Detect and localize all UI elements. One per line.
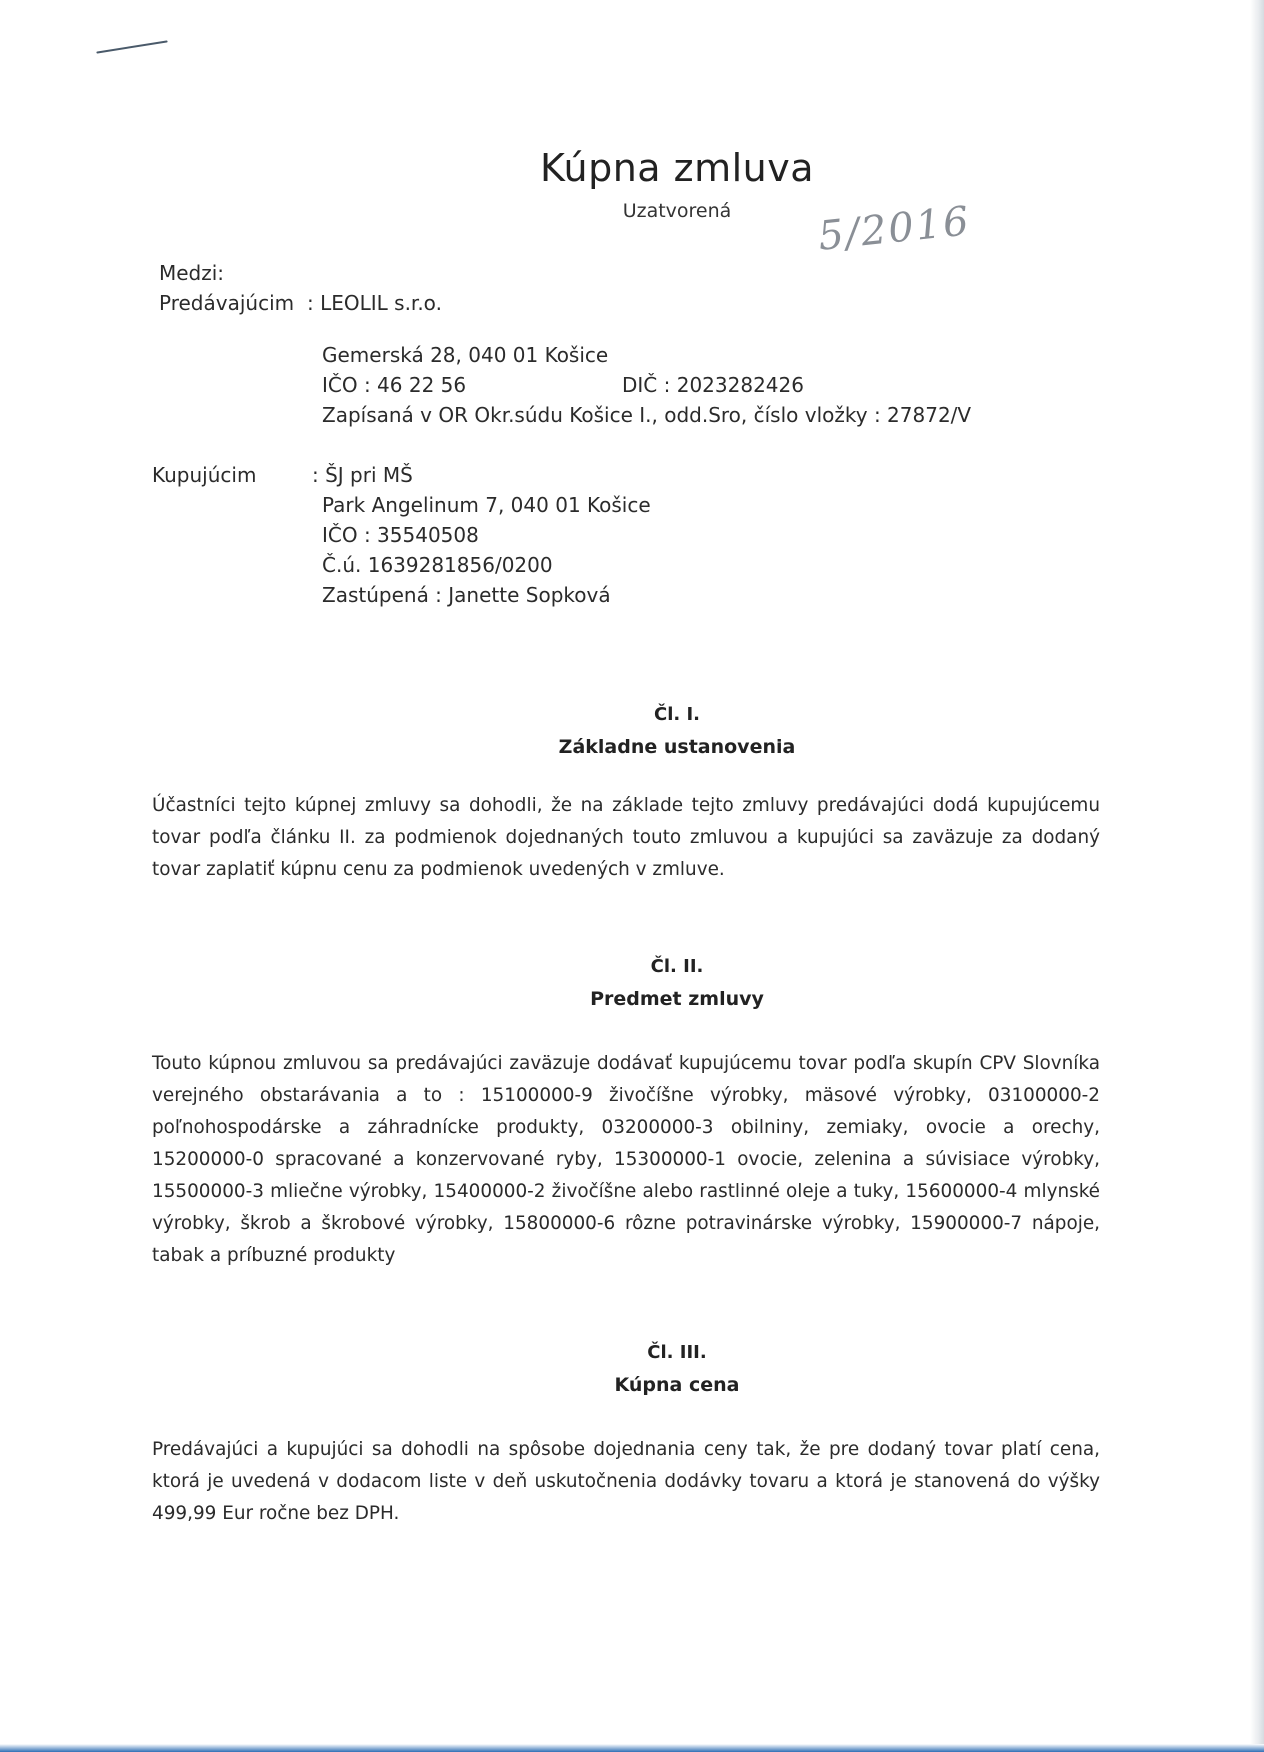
seller-name: : LEOLIL s.r.o. (307, 291, 442, 315)
section-number: Čl. I. (653, 704, 701, 725)
paragraph-line: tabak a príbuzné produkty (152, 1245, 396, 1266)
paragraph-line: ktorá je uvedená v dodacom liste v deň uskutočnenia dodávky tovaru a ktorá je stanovená do výšky (152, 1471, 1100, 1492)
section-title: Predmet zmluvy (590, 988, 764, 1010)
section-paragraph (152, 1048, 1100, 1272)
section-title: Základne ustanovenia (558, 736, 796, 758)
paragraph-line: tovar zaplatiť kúpnu cenu za podmienok uvedených v zmluve. (152, 859, 725, 880)
parties-intro: Medzi: (159, 261, 225, 285)
seller-label: Predávajúcim (159, 291, 295, 315)
paragraph-line: Touto kúpnou zmluvou sa predávajúci zaväzuje dodávať kupujúcemu tovar podľa skupín CPV Slovníka (152, 1053, 1100, 1074)
scan-edge-right (1250, 0, 1264, 1752)
document-title: Kúpna zmluva (539, 146, 815, 190)
paragraph-line: 15200000-0 spracované a konzervované ryby, 15300000-1 ovocie, zelenina a súvisiace výrobky, (152, 1149, 1100, 1170)
section-number: Čl. III. (647, 1342, 707, 1363)
pen-mark (96, 40, 167, 53)
document-subtitle: Uzatvorená (622, 200, 732, 222)
buyer-representative: Zastúpená : Janette Sopková (322, 583, 611, 607)
paragraph-line: tovar podľa článku II. za podmienok dojednaných touto zmluvou a kupujúci sa zaväzuje za dodaný (152, 827, 1100, 848)
buyer-name: : ŠJ pri MŠ (312, 463, 413, 487)
buyer-address: Park Angelinum 7, 040 01 Košice (322, 493, 651, 517)
paragraph-line: výrobky, škrob a škrobové výrobky, 15800000-6 rôzne potravinárske výrobky, 15900000-7 nápoje, (152, 1213, 1100, 1234)
section-title: Kúpna cena (614, 1374, 740, 1396)
section-paragraph (152, 790, 1100, 886)
paragraph-line: Predávajúci a kupujúci sa dohodli na spôsobe dojednania ceny tak, že pre dodaný tovar platí cena, (152, 1439, 1100, 1460)
paragraph-line: poľnohospodárske a záhradnícke produkty, 03200000-3 obilniny, zemiaky, ovocie a orechy, (152, 1117, 1100, 1138)
buyer-label: Kupujúcim (152, 463, 257, 487)
section-paragraph (152, 1434, 1100, 1530)
seller-dic: DIČ : 2023282426 (622, 373, 804, 397)
scan-edge-bottom (0, 1744, 1264, 1752)
paragraph-line: 499,99 Eur ročne bez DPH. (152, 1503, 400, 1524)
seller-address: Gemerská 28, 040 01 Košice (322, 343, 609, 367)
section-number: Čl. II. (650, 956, 704, 977)
buyer-ico: IČO : 35540508 (322, 523, 479, 547)
paragraph-line: 15500000-3 mliečne výrobky, 15400000-2 živočíšne alebo rastlinné oleje a tuky, 15600000-4 mlynské (152, 1181, 1100, 1202)
seller-ico: IČO : 46 22 56 (322, 373, 467, 397)
handwritten-number: 5/2016 (816, 198, 973, 260)
buyer-account: Č.ú. 1639281856/0200 (322, 553, 553, 577)
paragraph-line: verejného obstarávania a to : 15100000-9 živočíšne výrobky, mäsové výrobky, 03100000-2 (152, 1085, 1100, 1106)
seller-registry: Zapísaná v OR Okr.súdu Košice I., odd.Sro, číslo vložky : 27872/V (322, 403, 972, 427)
paragraph-line: Účastníci tejto kúpnej zmluvy sa dohodli, že na základe tejto zmluvy predávajúci dodá kupujúcemu (152, 795, 1100, 816)
